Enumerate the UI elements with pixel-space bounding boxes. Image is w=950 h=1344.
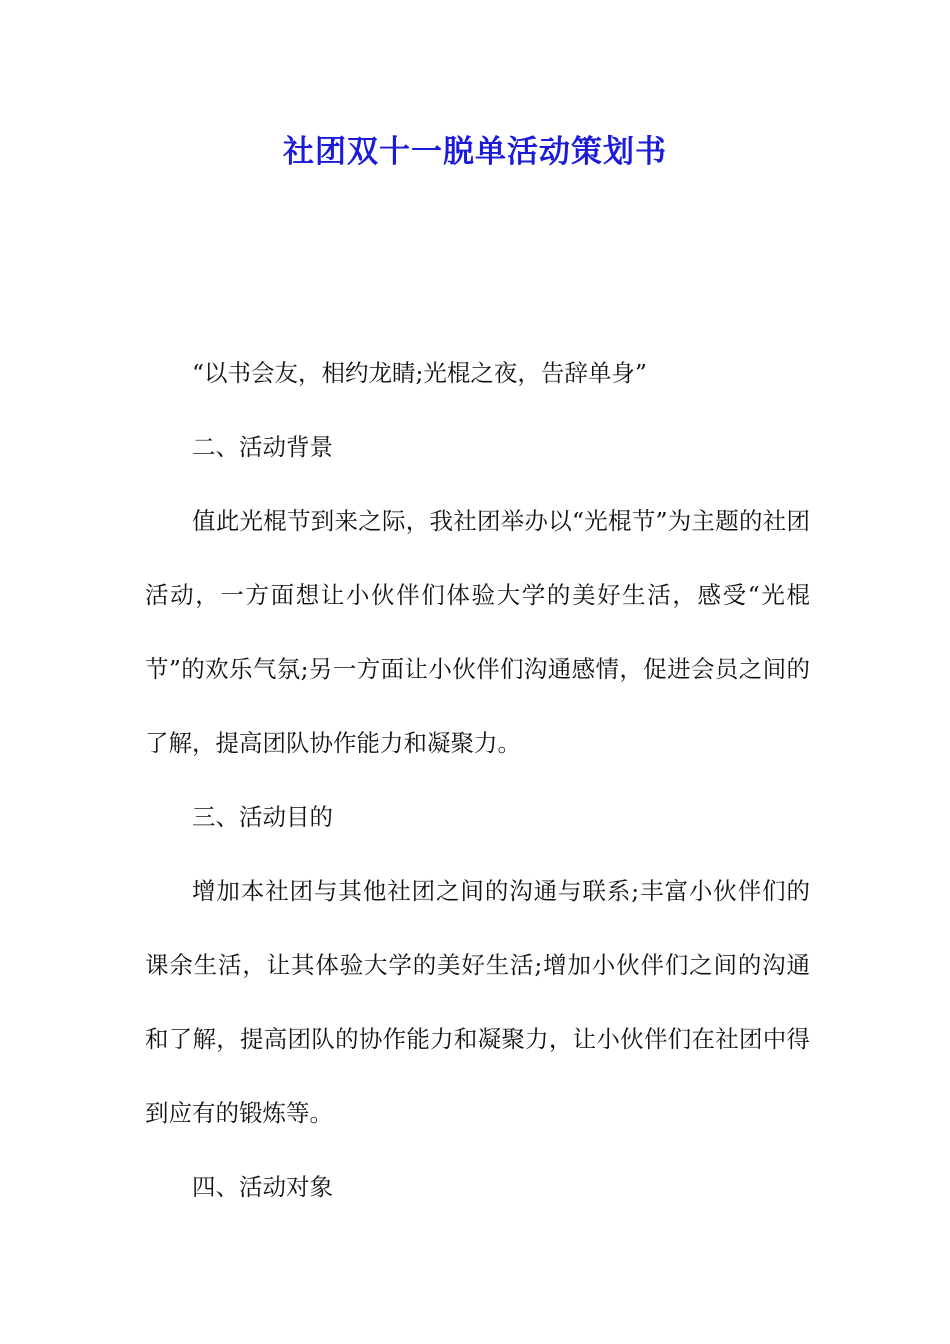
section-heading-background: 二、活动背景 <box>192 433 333 461</box>
document-body <box>145 336 810 1224</box>
purpose-paragraph: 增加本社团与其他社团之间的沟通与联系;丰富小伙伴们的课余生活，让其体验大学的美好生活;增加小伙伴们之间的沟通和了解，提高团队的协作能力和凝聚力，让小伙伴们在社团中得到应有的锻炼等。 <box>145 877 810 1127</box>
slogan-paragraph: “以书会友，相约龙睛;光棍之夜，告辞单身” <box>192 359 647 387</box>
background-paragraph: 值此光棍节到来之际，我社团举办以“光棍节”为主题的社团活动，一方面想让小伙伴们体验大学的美好生活，感受“光棍节”的欢乐气氛;另一方面让小伙伴们沟通感情，促进会员之间的了解，提高团队协作能力和凝聚力。 <box>145 507 810 757</box>
section-heading-purpose: 三、活动目的 <box>192 803 333 831</box>
document-title: 社团双十一脱单活动策划书 <box>283 134 667 170</box>
section-heading-audience: 四、活动对象 <box>192 1173 333 1201</box>
